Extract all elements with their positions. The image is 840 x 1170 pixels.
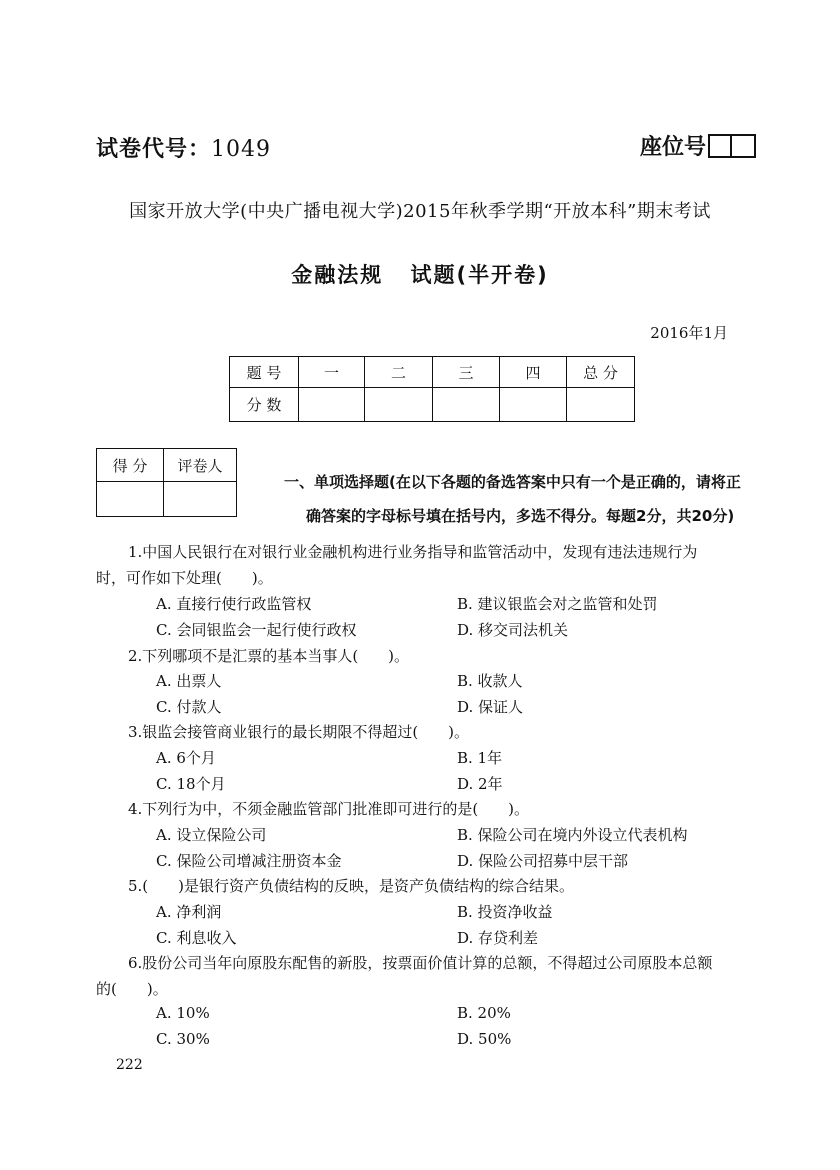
exam-institution: 国家开放大学(中央广播电视大学)2015年秋季学期“开放本科”期末考试 (129, 201, 711, 222)
exam-code-label: 试卷代号： (96, 137, 212, 162)
grader-header-cell: 评卷人 (164, 449, 237, 482)
score-cell (433, 388, 500, 422)
exam-date: 2016年1月 (650, 324, 728, 342)
score-cell (567, 388, 635, 422)
question-4-stem: 4.下列行为中，不须金融监管部门批准即可进行的是( )。 (128, 800, 530, 818)
score-table (229, 356, 635, 422)
question-6-option-c: C. 30% (156, 1030, 210, 1048)
exam-title: 金融法规 试题(半开卷) (291, 263, 549, 287)
question-3-option-a: A. 6个月 (156, 749, 216, 767)
score-header-cell: 三 (433, 357, 500, 388)
grader-cell (97, 482, 164, 517)
question-5-option-b: B. 投资净收益 (457, 903, 553, 921)
score-header-cell: 题 号 (230, 357, 299, 388)
question-3-option-b: B. 1年 (457, 749, 503, 767)
question-1-option-b: B. 建议银监会对之监管和处罚 (457, 595, 658, 613)
question-6-option-a: A. 10% (156, 1004, 210, 1022)
question-4-option-a: A. 设立保险公司 (156, 826, 267, 844)
question-2-option-d: D. 保证人 (457, 698, 524, 716)
page-number: 222 (116, 1057, 143, 1073)
score-header-cell: 四 (500, 357, 567, 388)
question-1-option-d: D. 移交司法机关 (457, 621, 569, 639)
section-title-line2: 确答案的字母标号填在括号内，多选不得分。每题2分，共20分) (306, 507, 735, 525)
question-2-stem: 2.下列哪项不是汇票的基本当事人( )。 (128, 647, 410, 665)
question-1-option-a: A. 直接行使行政监管权 (156, 595, 312, 613)
question-6-stem-cont: 的( )。 (96, 980, 168, 998)
question-2-option-c: C. 付款人 (156, 698, 222, 716)
score-cell (500, 388, 567, 422)
score-header-cell: 总 分 (567, 357, 635, 388)
score-row-label: 分 数 (230, 388, 299, 422)
question-6-option-b: B. 20% (457, 1004, 511, 1022)
seat-number (640, 130, 756, 161)
question-5-option-d: D. 存贷利差 (457, 929, 539, 947)
score-table-header-row (230, 357, 635, 388)
grader-table (96, 448, 237, 517)
grader-table-header-row (97, 449, 237, 482)
question-2-option-a: A. 出票人 (156, 672, 222, 690)
score-header-cell: 二 (365, 357, 433, 388)
grader-table-value-row (97, 482, 237, 517)
seat-number-label: 座位号 (640, 135, 707, 160)
question-2-option-b: B. 收款人 (457, 672, 523, 690)
exam-code-value: 1049 (211, 137, 272, 162)
question-4-option-d: D. 保险公司招募中层干部 (457, 852, 629, 870)
seat-box (708, 134, 732, 158)
question-3-option-d: D. 2年 (457, 775, 503, 793)
question-1-stem: 1.中国人民银行在对银行业金融机构进行业务指导和监管活动中，发现有违法违规行为 (128, 543, 698, 561)
score-cell (365, 388, 433, 422)
score-header-cell: 一 (299, 357, 365, 388)
seat-box (732, 134, 756, 158)
grader-header-cell: 得 分 (97, 449, 164, 482)
question-6-stem: 6.股份公司当年向原股东配售的新股，按票面价值计算的总额，不得超过公司原股本总额 (128, 954, 713, 972)
seat-number-boxes (708, 134, 756, 158)
section-title-line1: 一、单项选择题(在以下各题的备选答案中只有一个是正确的，请将正 (284, 473, 741, 491)
question-4-option-c: C. 保险公司增减注册资本金 (156, 852, 342, 870)
grader-cell (164, 482, 237, 517)
score-cell (299, 388, 365, 422)
score-table-value-row (230, 388, 635, 422)
question-5-option-c: C. 利息收入 (156, 929, 237, 947)
question-1-stem-cont: 时，可作如下处理( )。 (96, 569, 273, 587)
question-6-option-d: D. 50% (457, 1030, 512, 1048)
question-5-stem: 5.( )是银行资产负债结构的反映，是资产负债结构的综合结果。 (128, 877, 575, 895)
question-3-option-c: C. 18个月 (156, 775, 226, 793)
question-3-stem: 3.银监会接管商业银行的最长期限不得超过( )。 (128, 723, 470, 741)
question-5-option-a: A. 净利润 (156, 903, 222, 921)
question-1-option-c: C. 会同银监会一起行使行政权 (156, 621, 357, 639)
question-4-option-b: B. 保险公司在境内外设立代表机构 (457, 826, 688, 844)
exam-code (96, 132, 271, 163)
